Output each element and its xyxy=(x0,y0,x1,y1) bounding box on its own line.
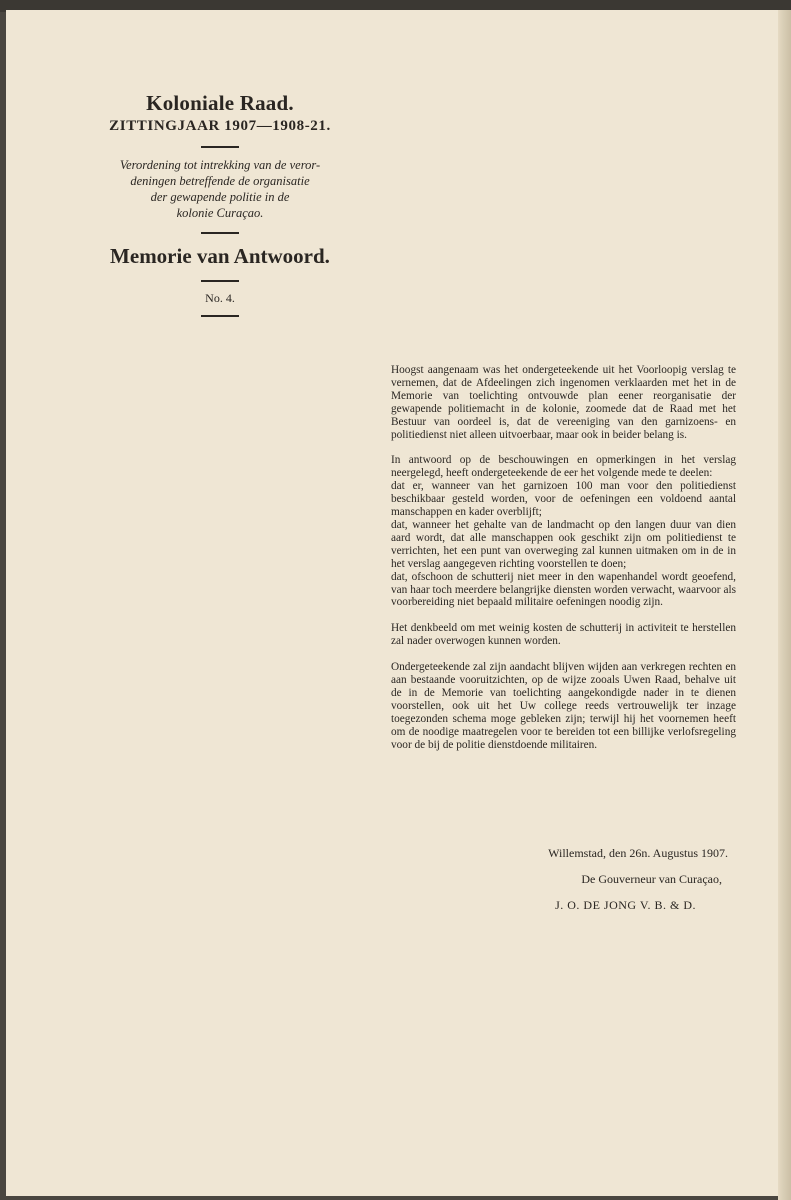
paragraph: Hoogst aangenaam was het ondergeteekende uit het Voorloopig verslag te vernemen, dat de Afdeelingen zich ingenomen verklaarden met het in de Memorie van toelichting ontvouwde plan eener reorganisatie der gewapende politiemacht in de kolonie, zoomede dat de Raad met het Bestuur van oordeel is, dat de vereeniging van den garnizoens- en politiedienst niet alleen uitvoerbaar, maar ook in beider belang is. xyxy=(391,364,736,441)
place-date: Willemstad, den 26n. Augustus 1907. xyxy=(548,846,728,860)
closing-block xyxy=(391,846,736,924)
document-number: No. 4. xyxy=(205,291,235,305)
paragraph: dat, ofschoon de schutterij niet meer in den wapenhandel wordt geoefend, van haar toch meerdere belangrijke diensten worden verwacht, waarvoor als voorbereiding niet bepaald militaire oefeningen noodig zijn. xyxy=(391,570,736,609)
document-header xyxy=(70,90,370,326)
signature: J. O. DE JONG V. B. & D. xyxy=(555,898,696,912)
subject-line: Verordening tot intrekking van de veror- xyxy=(119,158,321,172)
session-year: ZITTINGJAAR 1907—1908-21. xyxy=(109,118,331,134)
paragraph: dat, wanneer het gehalte van de landmacht op den langen duur van dien aard wordt, dat alle manschappen ook geschikt zijn om politiedienst te verrichten, het een punt van overweging zal kunnen uitmaken om in de in het verslag aangegeven richting voorstellen te doen; xyxy=(391,518,736,570)
body-text xyxy=(391,364,736,764)
divider xyxy=(201,315,239,317)
subject-line: der gewapende politie in de xyxy=(150,190,290,204)
divider xyxy=(201,232,239,234)
subject xyxy=(70,157,370,221)
divider xyxy=(201,146,239,148)
document-title: Koloniale Raad. xyxy=(146,91,294,115)
memo-title: Memorie van Antwoord. xyxy=(110,244,330,268)
official-title: De Gouverneur van Curaçao, xyxy=(581,872,722,886)
subject-line: deningen betreffende de organisatie xyxy=(130,174,310,188)
subject-line: kolonie Curaçao. xyxy=(176,206,264,220)
paragraph: dat er, wanneer van het garnizoen 100 man voor den politiedienst beschikbaar gesteld worden, voor de oefeningen een voldoend aantal manschappen en kader overblijft; xyxy=(391,480,736,519)
paragraph-group xyxy=(391,454,736,609)
paragraph: Ondergeteekende zal zijn aandacht blijven wijden aan verkregen rechten en aan bestaande vooruitzichten, op de wijze zooals Uwen Raad, behalve uit de in de Memorie van toelichting aangekondigde nader in te dienen voorstellen, ook uit het Uw college reeds vertrouwelijk ter inzage toegezonden schema moge gebleken zijn; terwijl hij het voornemen heeft om de noodige maatregelen voor te bereiden tot een billijke verlofsregeling voor de bij de politie dienstdoende militairen. xyxy=(391,661,736,751)
page-edge xyxy=(778,10,791,1200)
divider xyxy=(201,280,239,282)
paragraph: In antwoord op de beschouwingen en opmerkingen in het verslag neergelegd, heeft ondergeteekende de eer het volgende mede te deelen: xyxy=(391,454,736,480)
paragraph: Het denkbeeld om met weinig kosten de schutterij in activiteit te herstellen zal nader overwogen kunnen worden. xyxy=(391,622,736,648)
